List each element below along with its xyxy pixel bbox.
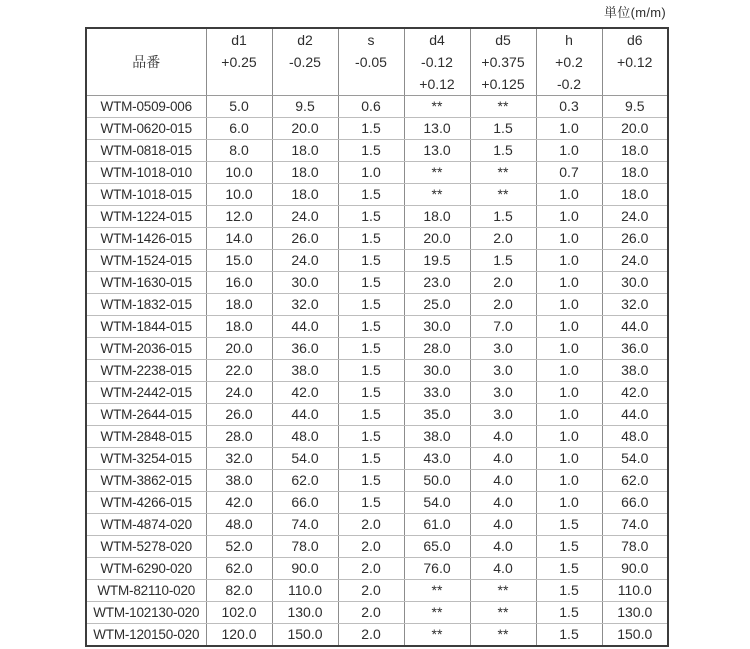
part-number-cell: WTM-4266-015 — [86, 492, 206, 514]
value-cell: 9.5 — [602, 96, 668, 118]
value-cell: 62.0 — [206, 558, 272, 580]
spec-table — [85, 27, 669, 647]
value-cell: 74.0 — [272, 514, 338, 536]
value-cell: 2.0 — [338, 624, 404, 647]
value-cell: 1.5 — [536, 558, 602, 580]
header-row — [86, 28, 668, 96]
value-cell: 35.0 — [404, 404, 470, 426]
value-cell: 1.0 — [536, 360, 602, 382]
value-cell: 42.0 — [602, 382, 668, 404]
value-cell: 1.5 — [338, 250, 404, 272]
part-number-cell: WTM-2848-015 — [86, 426, 206, 448]
value-cell: 15.0 — [206, 250, 272, 272]
value-cell: 4.0 — [470, 470, 536, 492]
tolerance-label — [207, 73, 272, 95]
value-cell: 4.0 — [470, 558, 536, 580]
value-cell: 42.0 — [272, 382, 338, 404]
value-cell: 150.0 — [602, 624, 668, 647]
value-cell: 20.0 — [272, 118, 338, 140]
tolerance-label: +0.125 — [481, 76, 525, 92]
dimension-symbol: s — [367, 32, 375, 48]
value-cell: 1.5 — [338, 360, 404, 382]
part-number-cell: WTM-1018-010 — [86, 162, 206, 184]
value-cell: 4.0 — [470, 514, 536, 536]
value-cell: 2.0 — [338, 580, 404, 602]
table-row — [86, 272, 668, 294]
value-cell: 26.0 — [602, 228, 668, 250]
table-row — [86, 536, 668, 558]
value-cell: 1.5 — [338, 228, 404, 250]
table-row — [86, 338, 668, 360]
value-cell: 24.0 — [602, 206, 668, 228]
dimension-symbol: d1 — [231, 32, 247, 48]
value-cell: 90.0 — [272, 558, 338, 580]
value-cell: ** — [470, 602, 536, 624]
value-cell: 110.0 — [272, 580, 338, 602]
table-row — [86, 382, 668, 404]
part-number-cell: WTM-5278-020 — [86, 536, 206, 558]
value-cell: 19.5 — [404, 250, 470, 272]
value-cell: 42.0 — [206, 492, 272, 514]
value-cell: 48.0 — [272, 426, 338, 448]
value-cell: 5.0 — [206, 96, 272, 118]
table-row — [86, 470, 668, 492]
part-number-cell: WTM-1844-015 — [86, 316, 206, 338]
table-row — [86, 404, 668, 426]
value-cell: 74.0 — [602, 514, 668, 536]
value-cell: 38.0 — [404, 426, 470, 448]
value-cell: 18.0 — [272, 184, 338, 206]
dimension-header-d1 — [206, 28, 272, 96]
value-cell: 54.0 — [404, 492, 470, 514]
unit-label: 単位(m/m) — [603, 5, 666, 20]
value-cell: 10.0 — [206, 162, 272, 184]
value-cell: 1.5 — [338, 184, 404, 206]
value-cell: 2.0 — [338, 514, 404, 536]
value-cell: 24.0 — [272, 206, 338, 228]
table-row — [86, 360, 668, 382]
tolerance-label: -0.12 — [421, 54, 453, 70]
table-row — [86, 184, 668, 206]
value-cell: 1.0 — [536, 250, 602, 272]
value-cell: 0.3 — [536, 96, 602, 118]
table-row — [86, 162, 668, 184]
value-cell: 16.0 — [206, 272, 272, 294]
value-cell: 82.0 — [206, 580, 272, 602]
tolerance-label: -0.05 — [355, 54, 387, 70]
value-cell: 54.0 — [272, 448, 338, 470]
part-number-cell: WTM-1630-015 — [86, 272, 206, 294]
value-cell: ** — [470, 580, 536, 602]
value-cell: 1.5 — [338, 316, 404, 338]
value-cell: ** — [404, 162, 470, 184]
dimension-symbol: d2 — [297, 32, 313, 48]
value-cell: 65.0 — [404, 536, 470, 558]
value-cell: 2.0 — [338, 536, 404, 558]
value-cell: 1.5 — [338, 272, 404, 294]
part-number-cell: WTM-0620-015 — [86, 118, 206, 140]
value-cell: 48.0 — [206, 514, 272, 536]
value-cell: 120.0 — [206, 624, 272, 647]
value-cell: 3.0 — [470, 404, 536, 426]
value-cell: 1.5 — [338, 140, 404, 162]
value-cell: 1.0 — [536, 206, 602, 228]
table-row — [86, 602, 668, 624]
value-cell: 1.5 — [338, 338, 404, 360]
value-cell: 48.0 — [602, 426, 668, 448]
value-cell: 1.5 — [338, 492, 404, 514]
value-cell: 1.0 — [536, 140, 602, 162]
value-cell: 1.5 — [338, 206, 404, 228]
value-cell: 12.0 — [206, 206, 272, 228]
value-cell: 30.0 — [602, 272, 668, 294]
value-cell: 6.0 — [206, 118, 272, 140]
value-cell: 1.0 — [536, 316, 602, 338]
part-number-cell: WTM-0818-015 — [86, 140, 206, 162]
value-cell: 18.0 — [206, 316, 272, 338]
value-cell: 1.5 — [470, 140, 536, 162]
value-cell: 78.0 — [602, 536, 668, 558]
value-cell: 1.0 — [536, 272, 602, 294]
value-cell: 32.0 — [272, 294, 338, 316]
value-cell: 38.0 — [272, 360, 338, 382]
value-cell: 1.5 — [536, 536, 602, 558]
value-cell: 24.0 — [272, 250, 338, 272]
value-cell: 50.0 — [404, 470, 470, 492]
value-cell: 4.0 — [470, 536, 536, 558]
value-cell: 1.5 — [536, 602, 602, 624]
value-cell: 28.0 — [404, 338, 470, 360]
value-cell: 18.0 — [602, 140, 668, 162]
value-cell: 13.0 — [404, 140, 470, 162]
value-cell: 1.5 — [338, 470, 404, 492]
value-cell: 1.0 — [536, 118, 602, 140]
value-cell: 9.5 — [272, 96, 338, 118]
value-cell: 30.0 — [272, 272, 338, 294]
table-row — [86, 228, 668, 250]
dimension-symbol: d5 — [495, 32, 511, 48]
dimension-symbol: d6 — [626, 32, 643, 48]
table-row — [86, 206, 668, 228]
table-row — [86, 140, 668, 162]
value-cell: 66.0 — [272, 492, 338, 514]
tolerance-label: +0.12 — [617, 54, 653, 70]
table-header — [86, 28, 668, 96]
part-number-cell: WTM-2442-015 — [86, 382, 206, 404]
dimension-header-s — [338, 28, 404, 96]
value-cell: 54.0 — [602, 448, 668, 470]
tolerance-label — [339, 73, 404, 95]
value-cell: 2.0 — [338, 558, 404, 580]
value-cell: 4.0 — [470, 426, 536, 448]
value-cell: 44.0 — [272, 316, 338, 338]
part-number-cell: WTM-0509-006 — [86, 96, 206, 118]
tolerance-label: +0.2 — [555, 54, 583, 70]
tolerance-label: -0.25 — [289, 54, 321, 70]
value-cell: 18.0 — [602, 184, 668, 206]
value-cell: 1.5 — [470, 206, 536, 228]
dimension-header-d2 — [272, 28, 338, 96]
part-number-cell: WTM-82110-020 — [86, 580, 206, 602]
value-cell: 30.0 — [404, 316, 470, 338]
part-number-cell: WTM-4874-020 — [86, 514, 206, 536]
value-cell: 2.0 — [470, 272, 536, 294]
part-number-cell: WTM-3862-015 — [86, 470, 206, 492]
tolerance-label: -0.2 — [556, 76, 582, 92]
value-cell: 38.0 — [206, 470, 272, 492]
value-cell: 18.0 — [272, 140, 338, 162]
value-cell: 2.0 — [338, 602, 404, 624]
value-cell: 1.5 — [338, 382, 404, 404]
value-cell: 44.0 — [272, 404, 338, 426]
value-cell: 0.7 — [536, 162, 602, 184]
value-cell: 14.0 — [206, 228, 272, 250]
table-row — [86, 118, 668, 140]
value-cell: 2.0 — [470, 294, 536, 316]
value-cell: 20.0 — [404, 228, 470, 250]
table-body — [86, 96, 668, 647]
value-cell: ** — [470, 162, 536, 184]
table-row — [86, 514, 668, 536]
value-cell: 4.0 — [470, 492, 536, 514]
value-cell: 10.0 — [206, 184, 272, 206]
tolerance-label: +0.375 — [481, 54, 525, 70]
value-cell: 30.0 — [404, 360, 470, 382]
value-cell: 62.0 — [272, 470, 338, 492]
part-number-cell: WTM-120150-020 — [86, 624, 206, 647]
table-row — [86, 294, 668, 316]
value-cell: 26.0 — [206, 404, 272, 426]
value-cell: 1.5 — [338, 426, 404, 448]
value-cell: 90.0 — [602, 558, 668, 580]
part-number-cell: WTM-2238-015 — [86, 360, 206, 382]
table-row — [86, 316, 668, 338]
value-cell: 1.0 — [536, 294, 602, 316]
value-cell: 26.0 — [272, 228, 338, 250]
dimension-header-d5 — [470, 28, 536, 96]
value-cell: 1.5 — [470, 250, 536, 272]
value-cell: 62.0 — [602, 470, 668, 492]
value-cell: 18.0 — [272, 162, 338, 184]
value-cell: 18.0 — [602, 162, 668, 184]
value-cell: 38.0 — [602, 360, 668, 382]
value-cell: 130.0 — [602, 602, 668, 624]
dimension-symbol: h — [565, 32, 573, 48]
value-cell: 28.0 — [206, 426, 272, 448]
value-cell: 0.6 — [338, 96, 404, 118]
value-cell: 32.0 — [206, 448, 272, 470]
value-cell: 25.0 — [404, 294, 470, 316]
value-cell: 1.0 — [536, 228, 602, 250]
value-cell: 20.0 — [206, 338, 272, 360]
table-row — [86, 426, 668, 448]
value-cell: 52.0 — [206, 536, 272, 558]
value-cell: 1.5 — [470, 118, 536, 140]
dimension-symbol: d4 — [429, 32, 445, 48]
dimension-header-d6 — [602, 28, 668, 96]
value-cell: 66.0 — [602, 492, 668, 514]
value-cell: 1.5 — [338, 448, 404, 470]
value-cell: 22.0 — [206, 360, 272, 382]
value-cell: 18.0 — [206, 294, 272, 316]
value-cell: 23.0 — [404, 272, 470, 294]
value-cell: 1.5 — [536, 624, 602, 647]
value-cell: 18.0 — [404, 206, 470, 228]
value-cell: ** — [404, 184, 470, 206]
part-number-cell: WTM-102130-020 — [86, 602, 206, 624]
value-cell: 33.0 — [404, 382, 470, 404]
value-cell: 1.5 — [536, 514, 602, 536]
table-row — [86, 624, 668, 647]
dimension-header-d4 — [404, 28, 470, 96]
value-cell: 20.0 — [602, 118, 668, 140]
table-row — [86, 96, 668, 118]
value-cell: 1.5 — [536, 580, 602, 602]
value-cell: ** — [404, 602, 470, 624]
tolerance-label: +0.12 — [419, 76, 455, 92]
value-cell: 4.0 — [470, 448, 536, 470]
value-cell: 1.0 — [338, 162, 404, 184]
value-cell: 102.0 — [206, 602, 272, 624]
dimension-header-h — [536, 28, 602, 96]
value-cell: 1.0 — [536, 470, 602, 492]
value-cell: 150.0 — [272, 624, 338, 647]
value-cell: 8.0 — [206, 140, 272, 162]
value-cell: 13.0 — [404, 118, 470, 140]
value-cell: ** — [404, 96, 470, 118]
value-cell: 3.0 — [470, 382, 536, 404]
value-cell: 3.0 — [470, 360, 536, 382]
value-cell: 78.0 — [272, 536, 338, 558]
value-cell: 110.0 — [602, 580, 668, 602]
value-cell: 24.0 — [602, 250, 668, 272]
value-cell: 1.5 — [338, 118, 404, 140]
value-cell: ** — [470, 96, 536, 118]
value-cell: 3.0 — [470, 338, 536, 360]
value-cell: 44.0 — [602, 404, 668, 426]
part-number-cell: WTM-1426-015 — [86, 228, 206, 250]
value-cell: 2.0 — [470, 228, 536, 250]
table-row — [86, 580, 668, 602]
part-number-header: 品番 — [86, 28, 206, 96]
value-cell: ** — [470, 624, 536, 647]
value-cell: 24.0 — [206, 382, 272, 404]
value-cell: 1.5 — [338, 404, 404, 426]
part-number-cell: WTM-2036-015 — [86, 338, 206, 360]
value-cell: 7.0 — [470, 316, 536, 338]
value-cell: ** — [470, 184, 536, 206]
value-cell: 36.0 — [602, 338, 668, 360]
value-cell: 43.0 — [404, 448, 470, 470]
part-number-cell: WTM-1018-015 — [86, 184, 206, 206]
tolerance-label — [603, 73, 668, 95]
value-cell: 76.0 — [404, 558, 470, 580]
table-row — [86, 250, 668, 272]
value-cell: 1.0 — [536, 448, 602, 470]
part-number-cell: WTM-1832-015 — [86, 294, 206, 316]
value-cell: 1.0 — [536, 492, 602, 514]
tolerance-label: +0.25 — [221, 54, 257, 70]
value-cell: 1.0 — [536, 184, 602, 206]
tolerance-label — [273, 73, 338, 95]
part-number-cell: WTM-1524-015 — [86, 250, 206, 272]
value-cell: 61.0 — [404, 514, 470, 536]
part-number-cell: WTM-3254-015 — [86, 448, 206, 470]
value-cell: 1.0 — [536, 382, 602, 404]
value-cell: ** — [404, 580, 470, 602]
value-cell: 32.0 — [602, 294, 668, 316]
value-cell: 44.0 — [602, 316, 668, 338]
value-cell: 1.5 — [338, 294, 404, 316]
part-number-cell: WTM-1224-015 — [86, 206, 206, 228]
value-cell: 1.0 — [536, 426, 602, 448]
table-row — [86, 492, 668, 514]
value-cell: 1.0 — [536, 338, 602, 360]
value-cell: 1.0 — [536, 404, 602, 426]
value-cell: ** — [404, 624, 470, 647]
table-row — [86, 448, 668, 470]
value-cell: 130.0 — [272, 602, 338, 624]
value-cell: 36.0 — [272, 338, 338, 360]
part-number-cell: WTM-2644-015 — [86, 404, 206, 426]
table-row — [86, 558, 668, 580]
part-number-cell: WTM-6290-020 — [86, 558, 206, 580]
